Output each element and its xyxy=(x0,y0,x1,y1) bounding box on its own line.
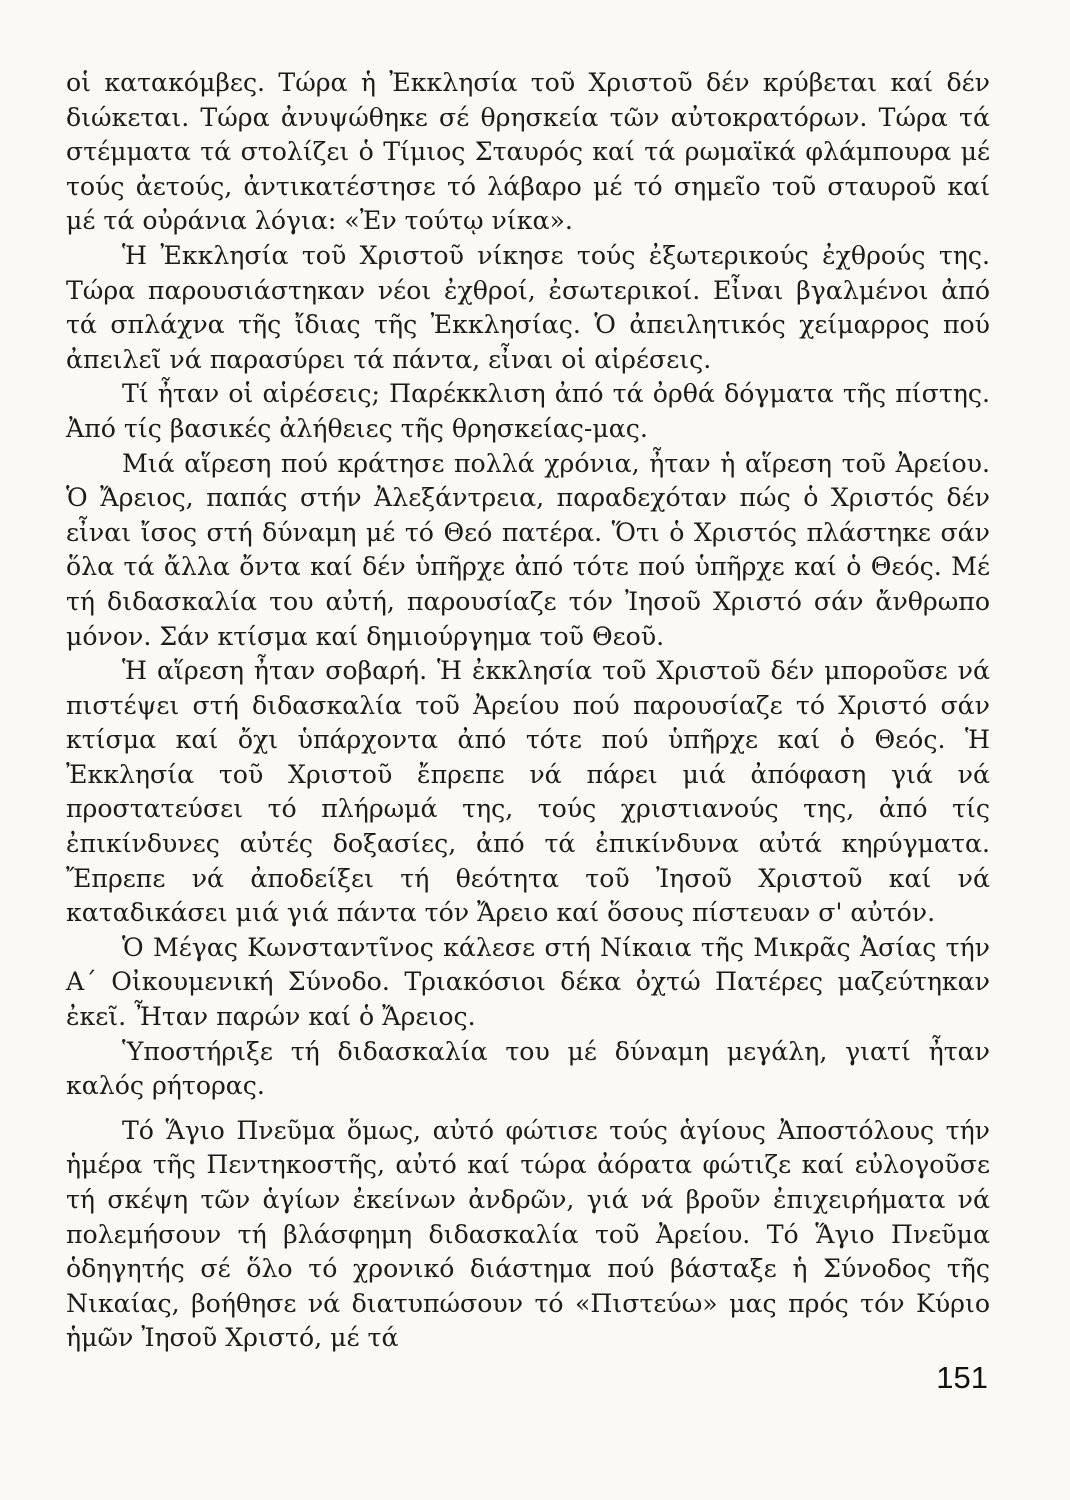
paragraph-1: οἱ κατακόμβες. Τώρα ἡ Ἐκκλησία τοῦ Χριστοῦ δέν κρύβεται καί δέν διώκεται. Τώρα ἀνυψώθηκε σέ θρησκεία τῶν αὐτοκρατόρων. Τώρα τά στέμματα τά στολίζει ὁ Τίμιος Σταυρός καί τά ρωμαϊκά φλάμπουρα μέ τούς ἀετούς, ἀντικατέστησε τό λάβαρο μέ τό σημεῖο τοῦ σταυροῦ καί μέ τά οὐράνια λόγια: «Ἐν τούτῳ νίκα». xyxy=(66,68,990,236)
paragraph-8: Τό Ἅγιο Πνεῦμα ὅμως, αὐτό φώτισε τούς ἁγίους Ἀποστόλους τήν ἡμέρα τῆς Πεντηκοστῆς, αὐτό καί τώρα ἀόρατα φώτιζε καί εὐλογοῦσε τή σκέψη τῶν ἁγίων ἐκείνων ἀνδρῶν, γιά νά βροῦν ἐπιχειρήματα νά πολεμήσουν τή βλάσφημη διδασκαλία τοῦ Ἀρείου. Τό Ἅγιο Πνεῦμα ὁδηγητής σέ ὅλο τό χρονικό διάστημα πού βάσταξε ἡ Σύνοδος τῆς Νικαίας, βοήθησε νά διατυπώσουν τό «Πιστεύω» μας πρός τόν Κύριο ἡμῶν Ἰησοῦ Χριστό, μέ τά xyxy=(66,1115,990,1353)
paragraph-4: Μιά αἵρεση πού κράτησε πολλά χρόνια, ἦταν ἡ αἵρεση τοῦ Ἀρείου. Ὁ Ἄρειος, παπάς στήν Ἀλεξάντρεια, παραδεχόταν πώς ὁ Χριστός δέν εἶναι ἴσος στή δύναμη μέ τό Θεό πατέρα. Ὅτι ὁ Χριστός πλάστηκε σάν ὅλα τά ἄλλα ὄντα καί δέν ὑπῆρχε ἀπό τότε πού ὑπῆρχε καί ὁ Θεός. Μέ τή διδασκαλία του αὐτή, παρουσίαζε τόν Ἰησοῦ Χριστό σάν ἄνθρωπο μόνον. Σάν κτίσμα καί δημιούργημα τοῦ Θεοῦ. xyxy=(66,448,990,651)
page-number: 151 xyxy=(936,1360,988,1395)
page-body xyxy=(66,66,990,1406)
paragraph-7: Ὑποστήριξε τή διδασκαλία του μέ δύναμη μεγάλη, γιατί ἦταν καλός ρήτορας. xyxy=(66,1036,990,1101)
paragraph-3: Τί ἦταν οἱ αἱρέσεις; Παρέκκλιση ἀπό τά ὀρθά δόγματα τῆς πίστης. Ἀπό τίς βασικές ἀλήθειες τῆς θρησκείας-μας. xyxy=(66,379,990,443)
paragraph-5: Ἡ αἵρεση ἦταν σοβαρή. Ἡ ἐκκλησία τοῦ Χριστοῦ δέν μποροῦσε νά πιστέψει στή διδασκαλία τοῦ Ἀρείου πού παρουσίαζε τό Χριστό σάν κτίσμα καί ὄχι ὑπάρχοντα ἀπό τότε πού ὑπῆρχε καί ὁ Θεός. Ἡ Ἐκκλησία τοῦ Χριστοῦ ἔπρεπε νά πάρει μιά ἀπόφαση γιά νά προστατεύσει τό πλήρωμά της, τούς χριστιανούς της, ἀπό τίς ἐπικίνδυνες αὐτές δοξασίες, ἀπό τά ἐπικίνδυνα αὐτά κηρύγματα. Ἔπρεπε νά ἀποδείξει τή θεότητα τοῦ Ἰησοῦ Χριστοῦ καί νά καταδικάσει μιά γιά πάντα τόν Ἄρειο καί ὅσους πίστευαν σ' αὐτόν. xyxy=(66,656,990,928)
paragraph-2: Ἡ Ἐκκλησία τοῦ Χριστοῦ νίκησε τούς ἐξωτερικούς ἐχθρούς της. Τώρα παρουσιάστηκαν νέοι ἐχθροί, ἐσωτερικοί. Εἶναι βγαλμένοι ἀπό τά σπλάχνα τῆς ἴδιας τῆς Ἐκκλησίας. Ὁ ἀπειλητικός χείμαρρος πού ἀπειλεῖ νά παρασύρει τά πάντα, εἶναι οἱ αἱρέσεις. xyxy=(66,240,990,374)
paragraph-6: Ὁ Μέγας Κωνσταντῖνος κάλεσε στή Νίκαια τῆς Μικρᾶς Ἀσίας τήν Α΄ Οἰκουμενική Σύνοδο. Τριακόσιοι δέκα ὀχτώ Πατέρες μαζεύτηκαν ἐκεῖ. Ἦταν παρών καί ὁ Ἄρειος. xyxy=(66,932,990,1032)
